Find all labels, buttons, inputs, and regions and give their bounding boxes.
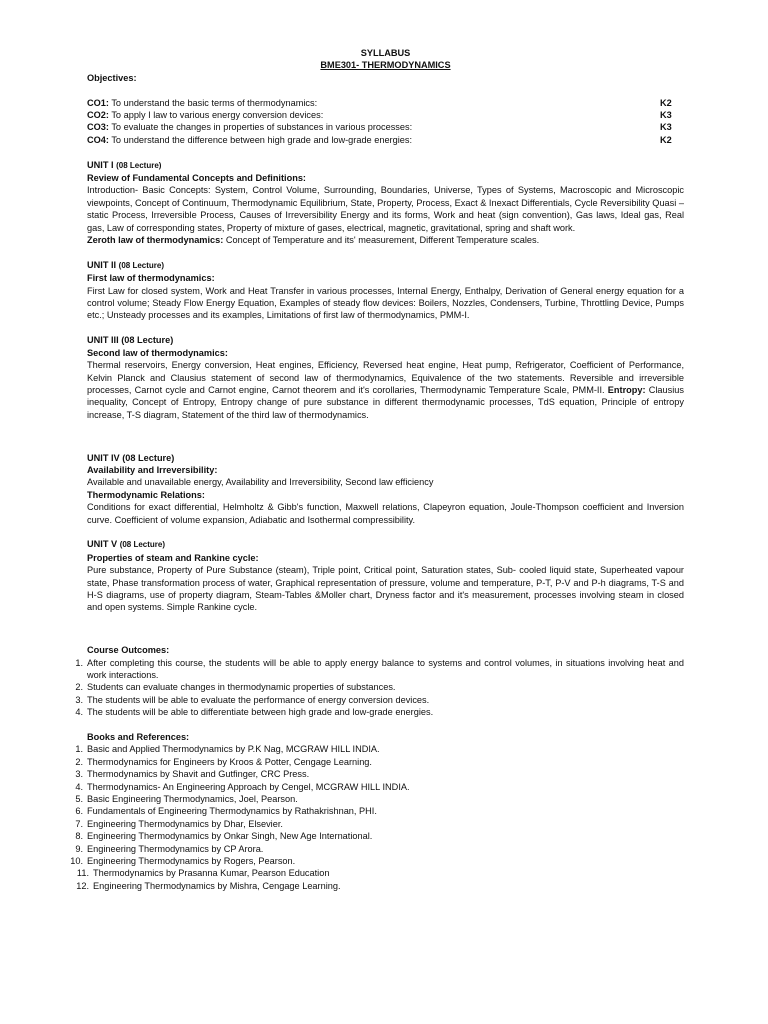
objective-row	[87, 109, 684, 121]
list-item: 7. Engineering Thermodynamics by Dhar, Elsevier.	[75, 818, 283, 829]
unit-5-lecture: (08 Lecture)	[119, 540, 166, 550]
objective-text: To apply I law to various energy conversion devices:	[111, 110, 324, 121]
objectives-heading: Objectives:	[87, 72, 137, 83]
unit-5	[87, 538, 684, 613]
list-item: 6. Fundamentals of Engineering Thermodynamics by Rathakrishnan, PHI.	[75, 806, 377, 817]
unit-3-title: UNIT III (08 Lecture)	[87, 335, 174, 346]
objective-row	[87, 134, 684, 146]
outcomes-list	[75, 657, 684, 719]
list-item: 11. Thermodynamics by Prasanna Kumar, Pearson Education	[76, 868, 330, 879]
unit-2	[87, 259, 684, 322]
objective-level: K2	[660, 97, 672, 108]
list-item: 9. Engineering Thermodynamics by CP Arora.	[75, 843, 264, 854]
list-item: 1. After completing this course, the students will be able to apply energy balance to systems and control volumes, in situations involving heat and work interactions.	[75, 657, 684, 680]
document-title: SYLLABUS	[360, 48, 411, 58]
list-item: 1. Basic and Applied Thermodynamics by P.K Nag, MCGRAW HILL INDIA.	[75, 744, 380, 755]
unit-1-heading: Review of Fundamental Concepts and Definitions:	[87, 173, 306, 184]
list-item: 2. Thermodynamics for Engineers by Kroos & Potter, Cengage Learning.	[75, 756, 372, 767]
list-item: 3. Thermodynamics by Shavit and Gutfinger, CRC Press.	[75, 769, 310, 780]
unit-3-heading: Second law of thermodynamics:	[87, 347, 228, 358]
list-item: 5. Basic Engineering Thermodynamics, Joel, Pearson.	[75, 794, 298, 805]
list-item: 3. The students will be able to evaluate the performance of energy conversion devices.	[75, 694, 430, 705]
syllabus-page	[70, 47, 684, 892]
list-item: 2. Students can evaluate changes in thermodynamic properties of substances.	[75, 682, 396, 693]
entropy-label: Entropy:	[607, 384, 646, 395]
objective-level: K2	[660, 134, 672, 145]
course-title: BME301- THERMODYNAMICS	[320, 60, 451, 71]
unit-4-body-2: Conditions for exact differential, Helmholtz & Gibb's function, Maxwell relations, Clapeyron equation, Joule-Thompson coefficient and Inversion curve. Coefficient of volume expansion, Adiabatic and Isothermal compressibility.	[87, 502, 684, 525]
outcomes-heading: Course Outcomes:	[87, 645, 170, 656]
unit-4-heading-1: Availability and Irreversibility:	[87, 464, 218, 475]
objective-code: CO2:	[87, 110, 109, 121]
unit-1-title: UNIT I (08 Lecture)	[87, 159, 162, 170]
unit-1	[87, 159, 684, 247]
list-item: 4. The students will be able to differentiate between high grade and low-grade energies.	[75, 707, 434, 718]
list-item: 12. Engineering Thermodynamics by Mishra, Cengage Learning.	[76, 880, 341, 891]
objective-row	[87, 121, 684, 133]
unit-5-title: UNIT V (08 Lecture)	[87, 539, 166, 550]
objective-code: CO3:	[87, 122, 109, 133]
list-item: 8. Engineering Thermodynamics by Onkar Singh, New Age International.	[75, 831, 373, 842]
objective-row	[87, 97, 684, 109]
unit-4-heading-2: Thermodynamic Relations:	[87, 489, 205, 500]
objective-level: K3	[660, 122, 672, 133]
unit-5-body: Pure substance, Property of Pure Substance (steam), Triple point, Critical point, Saturation states, Sub- cooled liquid state, Superheated vapour state, Phase transformation process of water, Graphical representation of pressure, volume and temperature, P-T, P-V and P-h diagrams, T-S and H-S diagrams, use of property diagram, Steam-Tables &Moller chart, Dryness factor and it's measurement, processes involving steam in closed and open systems. Simple Rankine cycle.	[87, 565, 684, 613]
unit-5-heading: Properties of steam and Rankine cycle:	[87, 552, 259, 563]
course-objectives	[87, 97, 684, 147]
objective-code: CO1:	[87, 97, 109, 108]
unit-1-lecture: (08 Lecture)	[116, 160, 162, 170]
books-list	[70, 743, 684, 892]
unit-2-lecture: (08 Lecture)	[118, 260, 165, 270]
unit-1-body: Introduction- Basic Concepts: System, Control Volume, Surrounding, Boundaries, Universe, Types of Systems, Macroscopic and Microscopic viewpoints, Concept of Continuum, Thermodynamic Equilibrium, State, Property, Process, Exact & Inexact Differentials, Cycle Reversibility Quasi – static Process, Irreversible Process, Causes of Irreversibility Energy and its forms, Work and heat (sign convention), Gas laws, Ideal gas, Real gas, Law of corresponding states, Property of mixture of gases, electrical, magnetic, gravitational, spring and shaft work.	[87, 185, 684, 233]
objective-level: K3	[660, 110, 672, 121]
unit-4-body-1: Available and unavailable energy, Availability and Irreversibility, Second law efficiency	[87, 477, 434, 488]
list-item: 4. Thermodynamics- An Engineering Approach by Cengel, MCGRAW HILL INDIA.	[75, 781, 410, 792]
unit-4	[87, 452, 684, 526]
objective-code: CO4:	[87, 134, 109, 145]
books-heading: Books and References:	[87, 732, 190, 742]
list-item: 10. Engineering Thermodynamics by Rogers, Pearson.	[70, 856, 296, 867]
unit-3-body: Thermal reservoirs, Energy conversion, Heat engines, Efficiency, Reversed heat engine, Heat pump, Refrigerator, Coefficient of Performance, Kelvin Planck and Clausius statement of second law of thermodynamics, Equivalence of the two statements. Reversible and irreversible processes, Carnot cycle and Carnot engine, Carnot theorem and it's corollaries, Thermodynamic Temperature Scale, PMM-II. Entropy: Clausius inequality, Concept of Entropy, Entropy change of pure substance in different thermodynamic processes, TdS equation, Principle of entropy increase, T-S diagram, Statement of the third law of thermodynamics.	[87, 360, 684, 420]
unit-2-title: UNIT II (08 Lecture)	[87, 259, 165, 270]
objective-text: To understand the difference between high grade and low-grade energies:	[111, 134, 413, 145]
objective-text: To evaluate the changes in properties of substances in various processes:	[111, 122, 413, 133]
unit-2-body: First Law for closed system, Work and Heat Transfer in various processes, Internal Energy, Enthalpy, Derivation of General energy equation for a control volume; Steady Flow Energy Equation, Examples of steady flow devices: Boilers, Nozzles, Condensers, Turbine, Throttling Device, Pumps etc.; Unsteady processes and its examples, Limitations of first law of thermodynamics, PMM-I.	[87, 285, 684, 321]
unit-4-title: UNIT IV (08 Lecture)	[87, 452, 175, 463]
unit-3	[87, 334, 684, 421]
objective-text: To understand the basic terms of thermodynamics:	[111, 97, 318, 108]
unit-2-heading: First law of thermodynamics:	[87, 273, 215, 284]
zeroth-law: Zeroth law of thermodynamics: Concept of Temperature and its' measurement, Different Temperature scales.	[87, 235, 540, 246]
